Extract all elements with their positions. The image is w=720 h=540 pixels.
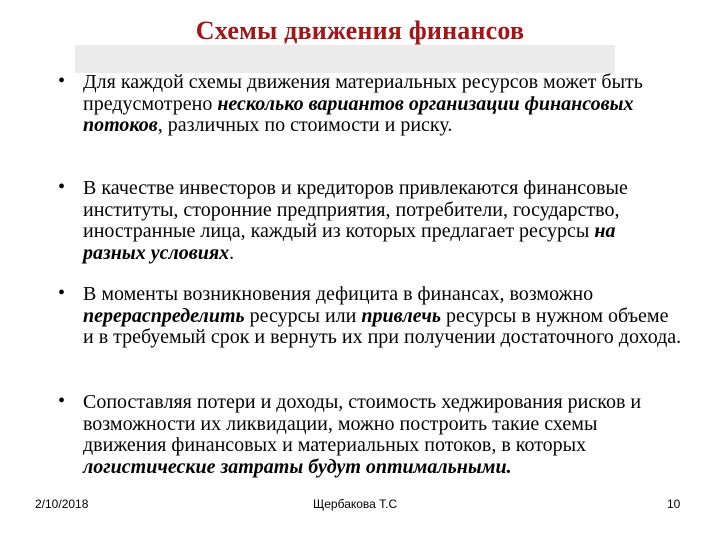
footer-date: 2/10/2018 [35, 497, 89, 511]
text-run: . [229, 241, 235, 264]
text-run: В качестве инвесторов и кредиторов привлекаются финансовые институты, сторонние предприятия, потребители, государство, иностранные лица, каждый из которых предлагает ресурсы [83, 177, 628, 242]
text-run: , различных по стоимости и риску. [157, 114, 453, 136]
bullet-text [83, 178, 683, 264]
text-run: ресурсы в нужном объеме и в требуемый срок и вернуть их при получении достаточного дохода. [83, 304, 682, 348]
bullet-text [83, 284, 683, 349]
bullet-text [83, 392, 683, 478]
text-run: Сопоставляя потери и доходы, стоимость хеджирования рисков и возможности их ликвидации, можно построить такие схемы движения финансовых и материальных потоков, в которых [83, 391, 642, 456]
bullet-marker: • [58, 176, 66, 198]
emphasis-run: перераспределить [83, 304, 245, 327]
text-run: Для каждой схемы движения материальных ресурсов может быть предусмотрено [83, 71, 643, 115]
footer-page-number: 10 [667, 497, 681, 511]
text-run: ресурсы или [244, 304, 362, 327]
emphasis-run: на разных условиях [83, 220, 616, 264]
slide-title: Схемы движения финансов [195, 16, 525, 45]
emphasis-run: привлечь [361, 304, 442, 327]
footer-author: Щербакова Т.С [313, 497, 398, 511]
bullet-marker: • [58, 70, 66, 92]
emphasis-run: несколько вариантов организации финансовых потоков [83, 92, 634, 136]
bullet-marker: • [58, 282, 66, 304]
emphasis-run: логистические затраты будут оптимальными. [83, 455, 512, 478]
bullet-text [83, 72, 683, 137]
bullet-marker: • [58, 390, 66, 412]
title-background-band [75, 45, 615, 73]
text-run: В моменты возникновения дефицита в финансах, возможно [83, 283, 594, 305]
